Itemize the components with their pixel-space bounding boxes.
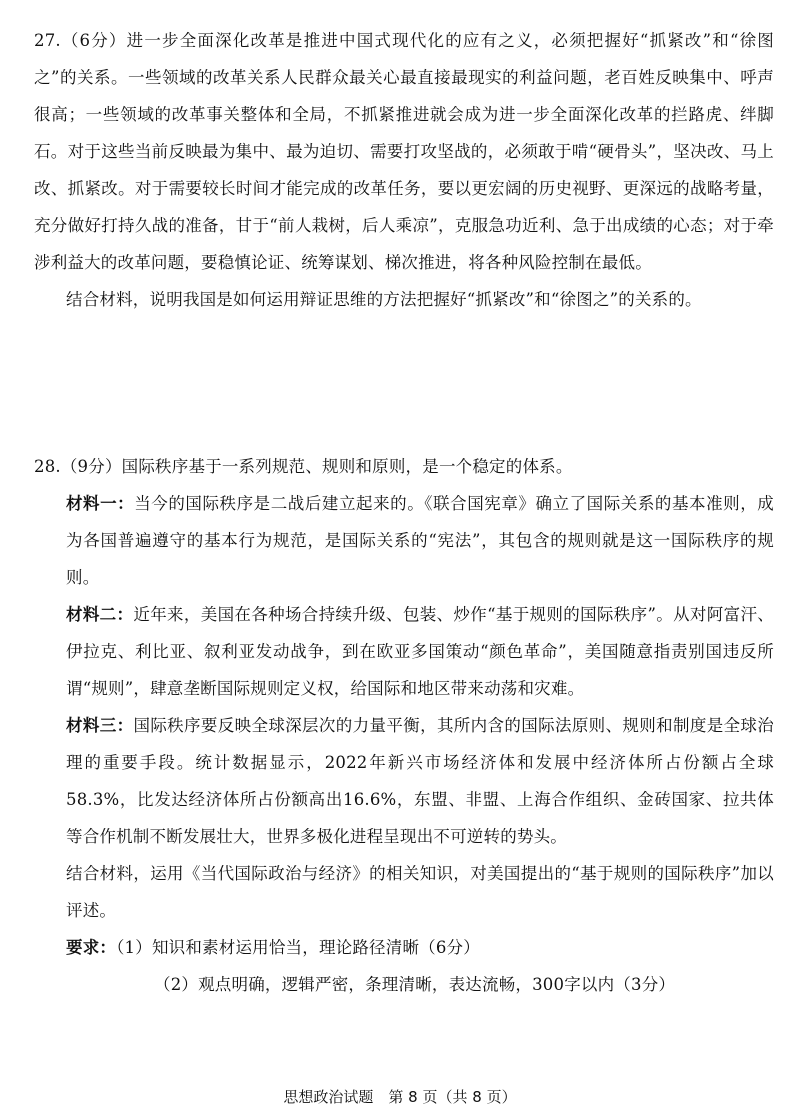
q28-material-3 (34, 707, 774, 855)
question-27 (34, 22, 774, 318)
m1-label: 材料一： (66, 494, 135, 513)
q28-requirement-1 (34, 929, 774, 966)
m3-label: 材料三： (66, 716, 134, 735)
q27-score: （6分） (60, 31, 127, 50)
question-28 (34, 448, 774, 1003)
q27-body: 进一步全面深化改革是推进中国式现代化的应有之义，必须把握好“抓紧改”和“徐图之”的关系。一些领域的改革关系人民群众最关心最直接最现实的利益问题，老百姓反映集中、呼声很高；一些领域的改革事关整体和全局，不抓紧推进就会成为进一步全面深化改革的拦路虎、绊脚石。对于这些当前反映最为集中、最为迫切、需要打攻坚战的，必须敢于啃“硬骨头”，坚决改、马上改、抓紧改。对于需要较长时间才能完成的改革任务，要以更宏阔的历史视野、更深远的战略考量，充分做好打持久战的准备，甘于“前人栽树，后人乘凉”，克服急功近利、急于出成绩的心态；对于牵涉利益大的改革问题，要稳慎论证、统筹谋划、梯次推进，将各种风险控制在最低。 (34, 31, 774, 272)
q28-material-1 (34, 485, 774, 596)
q27-question: 结合材料，说明我国是如何运用辩证思维的方法把握好“抓紧改”和“徐图之”的关系的。 (66, 290, 702, 309)
m2-text: 近年来，美国在各种场合持续升级、包装、炒作“基于规则的国际秩序”。从对阿富汗、伊拉克、利比亚、叙利亚发动战争，到在欧亚多国策动“颜色革命”，美国随意指责别国违反所谓“规则”，肆意垄断国际规则定义权，给国际和地区带来动荡和灾难。 (66, 605, 774, 698)
req-1-text: （1）知识和素材运用恰当，理论路径清晰（6分） (116, 938, 480, 957)
m2-label: 材料二： (66, 605, 134, 624)
q28-question: 结合材料，运用《当代国际政治与经济》的相关知识，对美国提出的“基于规则的国际秩序”加以评述。 (66, 864, 774, 920)
page-footer: 思想政治试题 第 8 页（共 8 页） (283, 1088, 517, 1106)
q28-number: 28. (34, 457, 61, 476)
req-label: 要求： (66, 938, 117, 957)
q28-intro-line (34, 448, 774, 485)
m1-text: 当今的国际秩序是二战后建立起来的。《联合国宪章》确立了国际关系的基本准则，成为各国普遍遵守的基本行为规范，是国际关系的“宪法”，其包含的规则就是这一国际秩序的规则。 (66, 494, 774, 587)
q28-intro: 国际秩序基于一系列规范、规则和原则，是一个稳定的体系。 (121, 457, 573, 476)
q27-number: 27. (34, 31, 61, 50)
m3-text: 国际秩序要反映全球深层次的力量平衡，其所内含的国际法原则、规则和制度是全球治理的重要手段。统计数据显示，2022年新兴市场经济体和发展中经济体所占份额占全球58.3%，比发达经济体所占份额高出16.6%，东盟、非盟、上海合作组织、金砖国家、拉共体等合作机制不断发展壮大，世界多极化进程呈现出不可逆转的势头。 (66, 716, 774, 846)
q28-score: （9分） (60, 457, 122, 476)
q28-requirement-2: （2）观点明确，逻辑严密，条理清晰，表达流畅，300字以内（3分） (154, 975, 676, 994)
q27-paragraph (34, 22, 774, 281)
q28-material-2 (34, 596, 774, 707)
